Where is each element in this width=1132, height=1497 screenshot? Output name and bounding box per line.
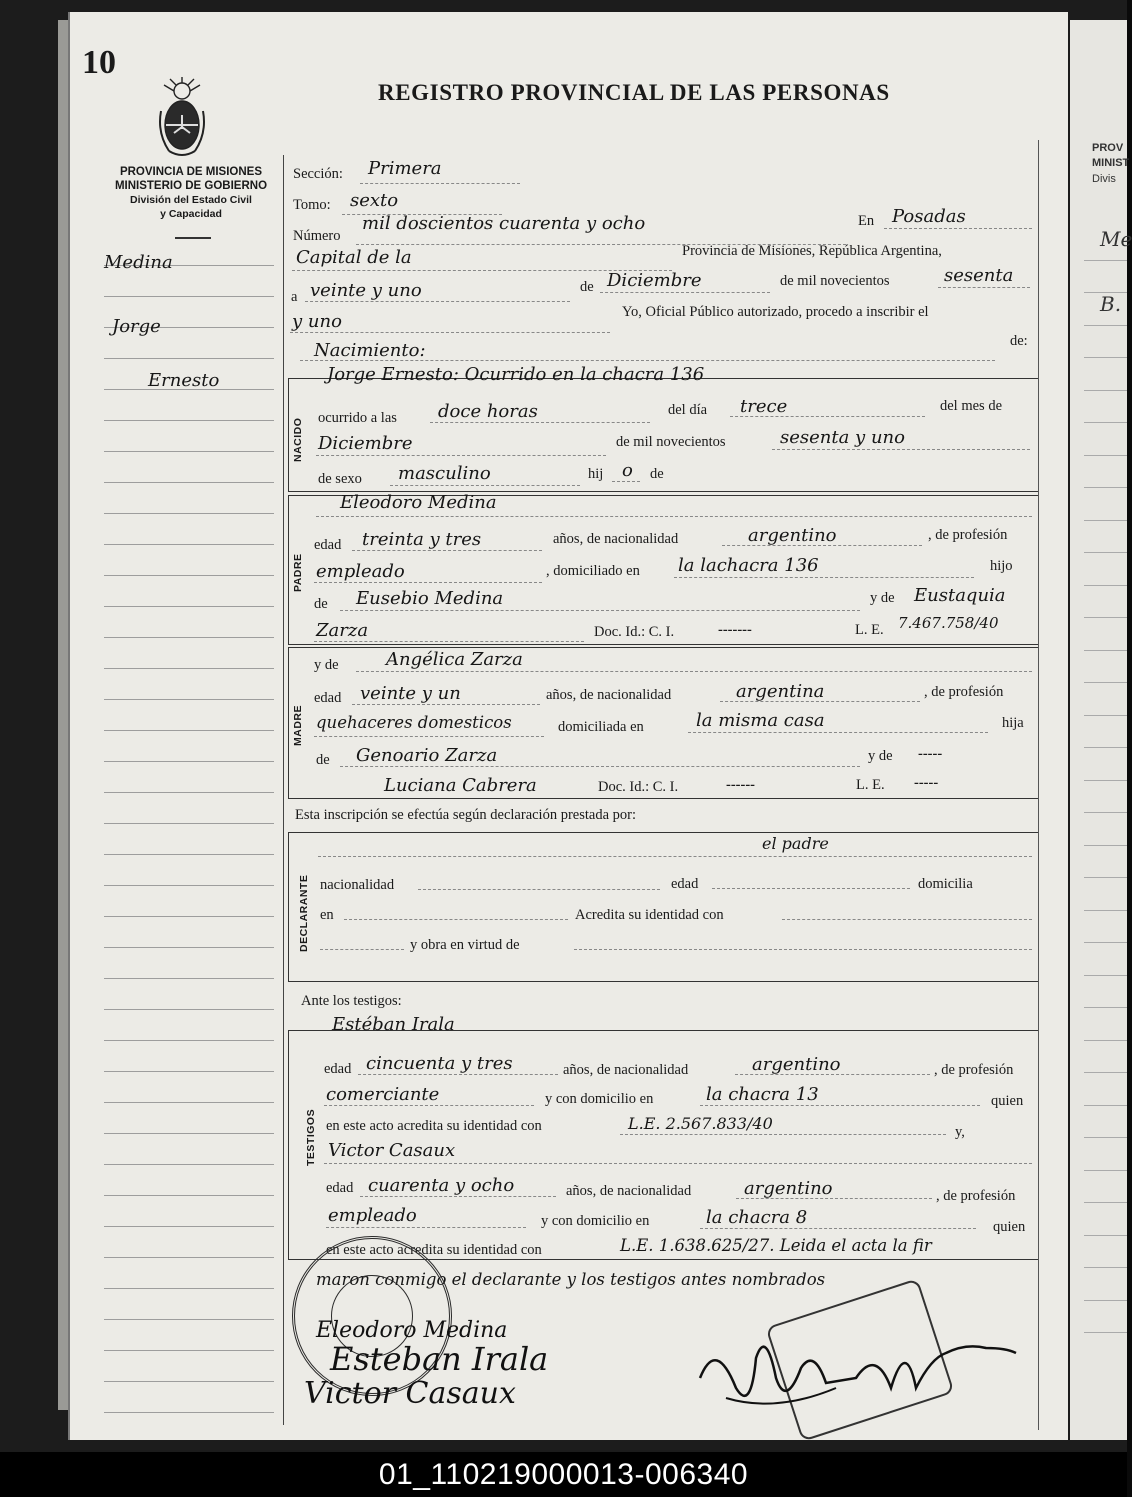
en-label: En <box>858 213 875 229</box>
padre-doc-label: Doc. Id.: C. I. <box>594 624 675 640</box>
madre-nombre: Angélica Zarza <box>386 649 523 670</box>
margin-rule-line <box>104 1381 274 1382</box>
margin-rule-line <box>104 1164 274 1165</box>
padre-nombre: Eleodoro Medina <box>340 492 497 513</box>
adjacent-text-3: Divis <box>1092 173 1116 185</box>
declarante-edad-label: edad <box>671 876 699 892</box>
declarante-nombre: el padre <box>762 834 829 853</box>
testigo1-dom-value: la chacra 13 <box>706 1084 819 1105</box>
margin-rule-line <box>104 296 274 297</box>
madre-dom-value: la misma casa <box>696 710 825 731</box>
agency-line-2: MINISTERIO DE GOBIERNO <box>114 180 268 192</box>
madre-madre-de: Luciana Cabrera <box>384 775 537 796</box>
agency-line-4: y Capacidad <box>160 208 222 220</box>
coat-of-arms-icon <box>155 77 209 159</box>
margin-rule-line <box>104 978 274 979</box>
madre-nac-value: argentina <box>736 681 825 702</box>
margin-rule-line <box>104 1195 274 1196</box>
madre-edad-label: edad <box>314 690 342 706</box>
margin-rule-line <box>104 854 274 855</box>
padre-madre-de-2: Zarza <box>316 620 369 641</box>
ocurrido-label: ocurrido a las <box>318 410 397 426</box>
margin-rule-line <box>104 1102 274 1103</box>
signature-declarante: Eleodoro Medina <box>316 1318 508 1343</box>
adjacent-page <box>1070 20 1132 1440</box>
sexo-value: masculino <box>398 463 491 484</box>
numero-value: mil doscientos cuarenta y ocho <box>362 213 646 234</box>
margin-rule-line <box>104 885 274 886</box>
testigo2-acto-label: en este acto acredita su identidad con <box>326 1242 542 1258</box>
madre-prof-value: quehaceres domesticos <box>316 713 512 732</box>
madre-de-label: de <box>316 752 330 768</box>
adjacent-text-5: B. <box>1100 292 1122 316</box>
sexo-label: de sexo <box>318 471 362 487</box>
testigo2-dom-label: y con domicilio en <box>541 1213 650 1229</box>
yo-label: Yo, Oficial Público autorizado, procedo a inscribir el <box>622 304 929 320</box>
margin-rule-line <box>104 606 274 607</box>
testigo2-nac-label: años, de nacionalidad <box>566 1183 692 1199</box>
provincia-label: Provincia de Misiones, República Argentina, <box>682 243 942 259</box>
margin-rule-line <box>104 575 274 576</box>
mes-value: Diciembre <box>607 270 702 291</box>
testigo1-acto-label: en este acto acredita su identidad con <box>326 1118 542 1134</box>
margin-rule-line <box>104 1071 274 1072</box>
hijo-label: hijo <box>990 558 1013 574</box>
adjacent-text-2: MINIST <box>1092 157 1130 169</box>
testigo2-nombre: Victor Casaux <box>328 1140 456 1161</box>
testigo1-nac-value: argentino <box>752 1054 841 1075</box>
padre-prof-value: empleado <box>316 561 405 582</box>
margin-rule-line <box>104 1350 274 1351</box>
official-signature-icon <box>696 1318 1026 1428</box>
madre-dom-label: domiciliada en <box>558 719 644 735</box>
page-number: 10 <box>82 44 116 81</box>
margin-rule-line <box>104 699 274 700</box>
margin-rule-line <box>104 1319 274 1320</box>
padre-nac-value: argentino <box>748 525 837 546</box>
madre-prof-label: , de profesión <box>924 684 1004 700</box>
nacido-dia-value: trece <box>740 396 788 417</box>
testigo1-doc: L.E. 2.567.833/40 <box>628 1114 773 1133</box>
margin-rule-line <box>104 1288 274 1289</box>
declarante-nac-label: nacionalidad <box>320 877 395 893</box>
declarante-obra-label: y obra en virtud de <box>410 937 520 953</box>
madre-yde2-label: y de <box>868 748 893 764</box>
madre-nac-label: años, de nacionalidad <box>546 687 672 703</box>
anio-label: de mil novecientos <box>780 273 890 289</box>
margin-rule-line <box>104 451 274 452</box>
de-label: de <box>580 279 594 295</box>
padre-edad-label: edad <box>314 537 342 553</box>
padre-ci-value: ------- <box>718 622 752 638</box>
padre-dom-label: , domiciliado en <box>546 563 640 579</box>
testigo2-nac-value: argentino <box>744 1178 833 1199</box>
margin-rule-line <box>104 947 274 948</box>
declarante-dom-label: domicilia <box>918 876 973 892</box>
padre-nac-label: años, de nacionalidad <box>553 531 679 547</box>
agency-line-3: División del Estado Civil <box>130 194 252 206</box>
madre-yde-label: y de <box>314 657 339 673</box>
nacido-de-label: de <box>650 466 664 482</box>
madre-side-label: MADRE <box>292 705 304 746</box>
madre-edad-value: veinte y un <box>360 683 461 704</box>
margin-rule-line <box>104 513 274 514</box>
seccion-label: Sección: <box>293 166 343 182</box>
testigos-side-label: TESTIGOS <box>305 1108 317 1166</box>
margin-rule-line <box>104 730 274 731</box>
nacido-anio-value: sesenta y uno <box>780 427 905 448</box>
testigos-intro: Ante los testigos: <box>301 993 402 1009</box>
testigo2-edad-label: edad <box>326 1180 354 1196</box>
testigo2-prof-value: empleado <box>328 1205 417 1226</box>
margin-rule-line <box>104 916 274 917</box>
nacido-anio-label: de mil novecientos <box>616 434 726 450</box>
padre-prof-label: , de profesión <box>928 527 1008 543</box>
testigo1-prof-value: comerciante <box>326 1084 440 1105</box>
margin-surname: Medina <box>104 252 173 273</box>
agency-line-1: PROVINCIA DE MISIONES <box>119 166 263 178</box>
anio-value-1: sesenta <box>944 265 1014 286</box>
hij-value: o <box>622 460 633 481</box>
anio-value-2: y uno <box>292 311 342 332</box>
testigo1-y-label: y, <box>955 1124 965 1140</box>
margin-rule-line <box>104 823 274 824</box>
margin-divider <box>283 155 284 1425</box>
testigo2-doc: L.E. 1.638.625/27. Leida el acta la fir <box>620 1236 932 1255</box>
nacido-nombre: Jorge Ernesto: Ocurrido en la chacra 136 <box>327 364 705 385</box>
issuing-agency <box>96 165 286 221</box>
nacido-mes-value: Diciembre <box>318 433 413 454</box>
madre-ci-value: ------ <box>726 777 755 793</box>
margin-rule-line <box>104 1412 274 1413</box>
testigo1-edad-label: edad <box>324 1061 352 1077</box>
mes-label: del mes de <box>940 398 1003 414</box>
en-value: Posadas <box>892 206 966 227</box>
madre-padre-de: Genoario Zarza <box>356 745 498 766</box>
margin-rule-line <box>104 1226 274 1227</box>
padre-side-label: PADRE <box>292 553 304 592</box>
declarante-acred-label: Acredita su identidad con <box>575 907 724 923</box>
nacido-side-label: NACIDO <box>292 417 304 462</box>
a-label: a <box>291 289 298 305</box>
numero-label: Número <box>293 228 341 244</box>
hija-label: hija <box>1002 715 1024 731</box>
adjacent-text-4: Me <box>1100 227 1132 251</box>
padre-padre-de: Eusebio Medina <box>356 588 504 609</box>
document-title: REGISTRO PROVINCIAL DE LAS PERSONAS <box>378 80 890 105</box>
right-border <box>1038 140 1039 1430</box>
signature-testigo-2: Victor Casaux <box>304 1376 516 1411</box>
margin-rule-line <box>104 420 274 421</box>
padre-madre-de: Eustaquia <box>914 585 1006 606</box>
declarante-intro: Esta inscripción se efectúa según declaración prestada por: <box>295 807 637 823</box>
testigo2-edad-value: cuarenta y ocho <box>368 1175 515 1196</box>
margin-first-name: Jorge <box>112 316 161 337</box>
margin-rule-line <box>104 668 274 669</box>
declarante-side-label: DECLARANTE <box>298 874 310 952</box>
margin-rule-line <box>104 482 274 483</box>
margin-rule-line <box>104 1257 274 1258</box>
padre-le-label: L. E. <box>855 622 884 638</box>
image-code: 01_110219000013-006340 <box>378 1458 749 1491</box>
margin-rule-line <box>104 761 274 762</box>
cierre-text: maron conmigo el declarante y los testigos antes nombrados <box>316 1270 826 1289</box>
margin-rule-line <box>104 358 274 359</box>
madre-doc-label: Doc. Id.: C. I. <box>598 779 679 795</box>
inscribe-value: Nacimiento: <box>314 340 426 361</box>
testigo1-nombre: Estéban Irala <box>332 1014 455 1035</box>
testigo2-prof-label: , de profesión <box>936 1188 1016 1204</box>
padre-dom-value: la lachacra 136 <box>678 555 819 576</box>
margin-rule-line <box>104 1133 274 1134</box>
testigo2-quien-label: quien <box>993 1219 1026 1235</box>
padre-yde-label: y de <box>870 590 895 606</box>
capital-value: Capital de la <box>296 247 412 268</box>
margin-rule-line <box>104 1009 274 1010</box>
testigo1-prof-label: , de profesión <box>934 1062 1014 1078</box>
tomo-value: sexto <box>350 190 399 211</box>
testigo1-nac-label: años, de nacionalidad <box>563 1062 689 1078</box>
hij-label: hij <box>588 466 604 482</box>
agency-rule <box>175 237 211 239</box>
margin-rule-line <box>104 544 274 545</box>
margin-rule-line <box>104 792 274 793</box>
signature-testigo-1: Esteban Irala <box>330 1340 549 1378</box>
declarante-en-label: en <box>320 907 334 923</box>
madre-le-value: ----- <box>914 775 939 791</box>
testigo2-dom-value: la chacra 8 <box>706 1207 808 1228</box>
hora-value: doce horas <box>438 401 538 422</box>
padre-edad-value: treinta y tres <box>362 529 482 550</box>
testigo1-quien-label: quien <box>991 1093 1024 1109</box>
dia-label: del día <box>668 402 708 418</box>
dia-value: veinte y uno <box>310 280 422 301</box>
testigo1-edad-value: cincuenta y tres <box>366 1053 513 1074</box>
tomo-label: Tomo: <box>293 197 331 213</box>
seccion-value: Primera <box>368 158 442 179</box>
madre-le-label: L. E. <box>856 777 885 793</box>
padre-le-value: 7.467.758/40 <box>898 614 999 632</box>
adjacent-text-1: PROV <box>1092 142 1124 154</box>
testigo1-dom-label: y con domicilio en <box>545 1091 654 1107</box>
madre-yde2-value: ----- <box>918 746 943 762</box>
margin-rule-line <box>104 637 274 638</box>
margin-rule-line <box>104 1040 274 1041</box>
padre-de-label: de <box>314 596 328 612</box>
margin-second-name: Ernesto <box>148 370 220 391</box>
de-colon-label: de: <box>1010 333 1028 349</box>
